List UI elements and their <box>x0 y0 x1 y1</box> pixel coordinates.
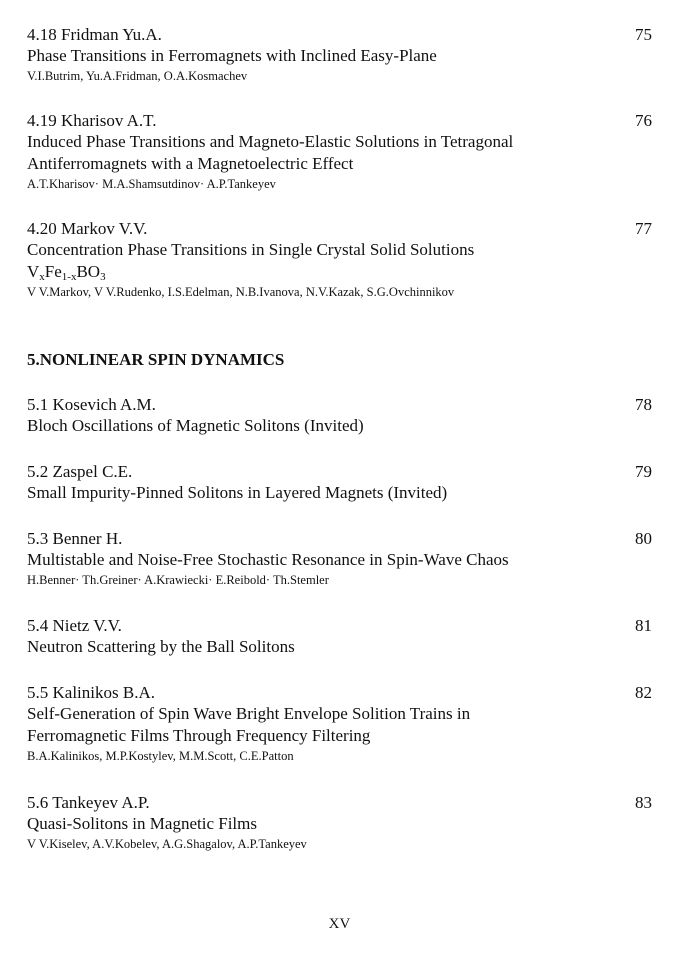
entry-heading <box>27 110 652 131</box>
entry-page-number: 79 <box>635 462 652 481</box>
entry-heading <box>27 615 652 636</box>
entry-page-number: 75 <box>635 25 652 44</box>
entry-authors: V V.Kiselev, A.V.Kobelev, A.G.Shagalov, A.P.Tankeyev <box>27 837 307 851</box>
entry-page-number: 78 <box>635 395 652 414</box>
toc-entry-5-5 <box>27 682 652 765</box>
formula-sub-x: x <box>39 271 45 283</box>
entry-authors: A.T.Kharisov· M.A.Shamsutdinov· A.P.Tankeyev <box>27 177 276 191</box>
entry-id: 5.4 Nietz V.V. <box>27 616 122 635</box>
entry-id: 5.6 Tankeyev A.P. <box>27 793 150 812</box>
entry-page-number: 76 <box>635 111 652 130</box>
entry-page-number: 82 <box>635 683 652 702</box>
toc-entry-5-6 <box>27 792 652 853</box>
entry-title-formula <box>27 261 652 283</box>
formula-sub-3: 3 <box>100 271 106 283</box>
entry-page-number: 77 <box>635 219 652 238</box>
entry-authors: V.I.Butrim, Yu.A.Fridman, O.A.Kosmachev <box>27 69 248 83</box>
entry-authors: V V.Markov, V V.Rudenko, I.S.Edelman, N.B.Ivanova, N.V.Kazak, S.G.Ovchinnikov <box>27 285 455 299</box>
formula-v: V <box>27 262 40 281</box>
formula-fe: Fe <box>44 262 62 281</box>
toc-entry-5-1 <box>27 394 652 437</box>
entry-title: Multistable and Noise-Free Stochastic Resonance in Spin-Wave Chaos <box>27 550 509 569</box>
formula-bo: BO <box>76 262 101 281</box>
entry-id: 4.19 Kharisov A.T. <box>27 111 157 130</box>
toc-entry-4-19 <box>27 110 652 193</box>
entry-page-number: 83 <box>635 793 652 812</box>
entry-id: 5.2 Zaspel C.E. <box>27 462 133 481</box>
entry-title: Concentration Phase Transitions in Single Crystal Solid Solutions <box>27 240 475 259</box>
entry-page-number: 80 <box>635 529 652 548</box>
toc-entry-5-3 <box>27 528 652 589</box>
entry-id: 5.1 Kosevich A.M. <box>27 395 156 414</box>
toc-entry-4-18 <box>27 24 652 85</box>
entry-title: Induced Phase Transitions and Magneto-Elastic Solutions in Tetragonal <box>27 132 514 151</box>
entry-heading <box>27 394 652 415</box>
entry-title: Small Impurity-Pinned Solitons in Layered Magnets (Invited) <box>27 483 448 502</box>
entry-heading <box>27 24 652 45</box>
entry-authors: B.A.Kalinikos, M.P.Kostylev, M.M.Scott, C.E.Patton <box>27 749 294 763</box>
entry-heading <box>27 461 652 482</box>
footer-page-number: XV <box>328 916 351 932</box>
formula-sub-1-x: 1-x <box>61 271 77 283</box>
entry-title: Bloch Oscillations of Magnetic Solitons (Invited) <box>27 416 364 435</box>
section-title: 5.NONLINEAR SPIN DYNAMICS <box>27 350 285 369</box>
entry-id: 4.18 Fridman Yu.A. <box>27 25 162 44</box>
entry-title: Phase Transitions in Ferromagnets with Inclined Easy-Plane <box>27 46 437 65</box>
toc-entry-4-20 <box>27 218 652 301</box>
toc-entry-5-4 <box>27 615 652 658</box>
entry-heading <box>27 528 652 549</box>
entry-id: 4.20 Markov V.V. <box>27 219 148 238</box>
entry-id: 5.3 Benner H. <box>27 529 123 548</box>
entry-title: Quasi-Solitons in Magnetic Films <box>27 814 257 833</box>
entry-title-line-2: Ferromagnetic Films Through Frequency Filtering <box>27 726 371 745</box>
toc-entry-5-2 <box>27 461 652 504</box>
entry-authors: H.Benner· Th.Greiner· A.Krawiecki· E.Reibold· Th.Stemler <box>27 573 329 587</box>
entry-id: 5.5 Kalinikos B.A. <box>27 683 155 702</box>
entry-title-line-2: Antiferromagnets with a Magnetoelectric Effect <box>27 154 354 173</box>
entry-page-number: 81 <box>635 616 652 635</box>
entry-title: Self-Generation of Spin Wave Bright Envelope Solition Trains in <box>27 704 471 723</box>
entry-title: Neutron Scattering by the Ball Solitons <box>27 637 295 656</box>
entry-heading <box>27 792 652 813</box>
entry-heading <box>27 218 652 239</box>
entry-heading <box>27 682 652 703</box>
